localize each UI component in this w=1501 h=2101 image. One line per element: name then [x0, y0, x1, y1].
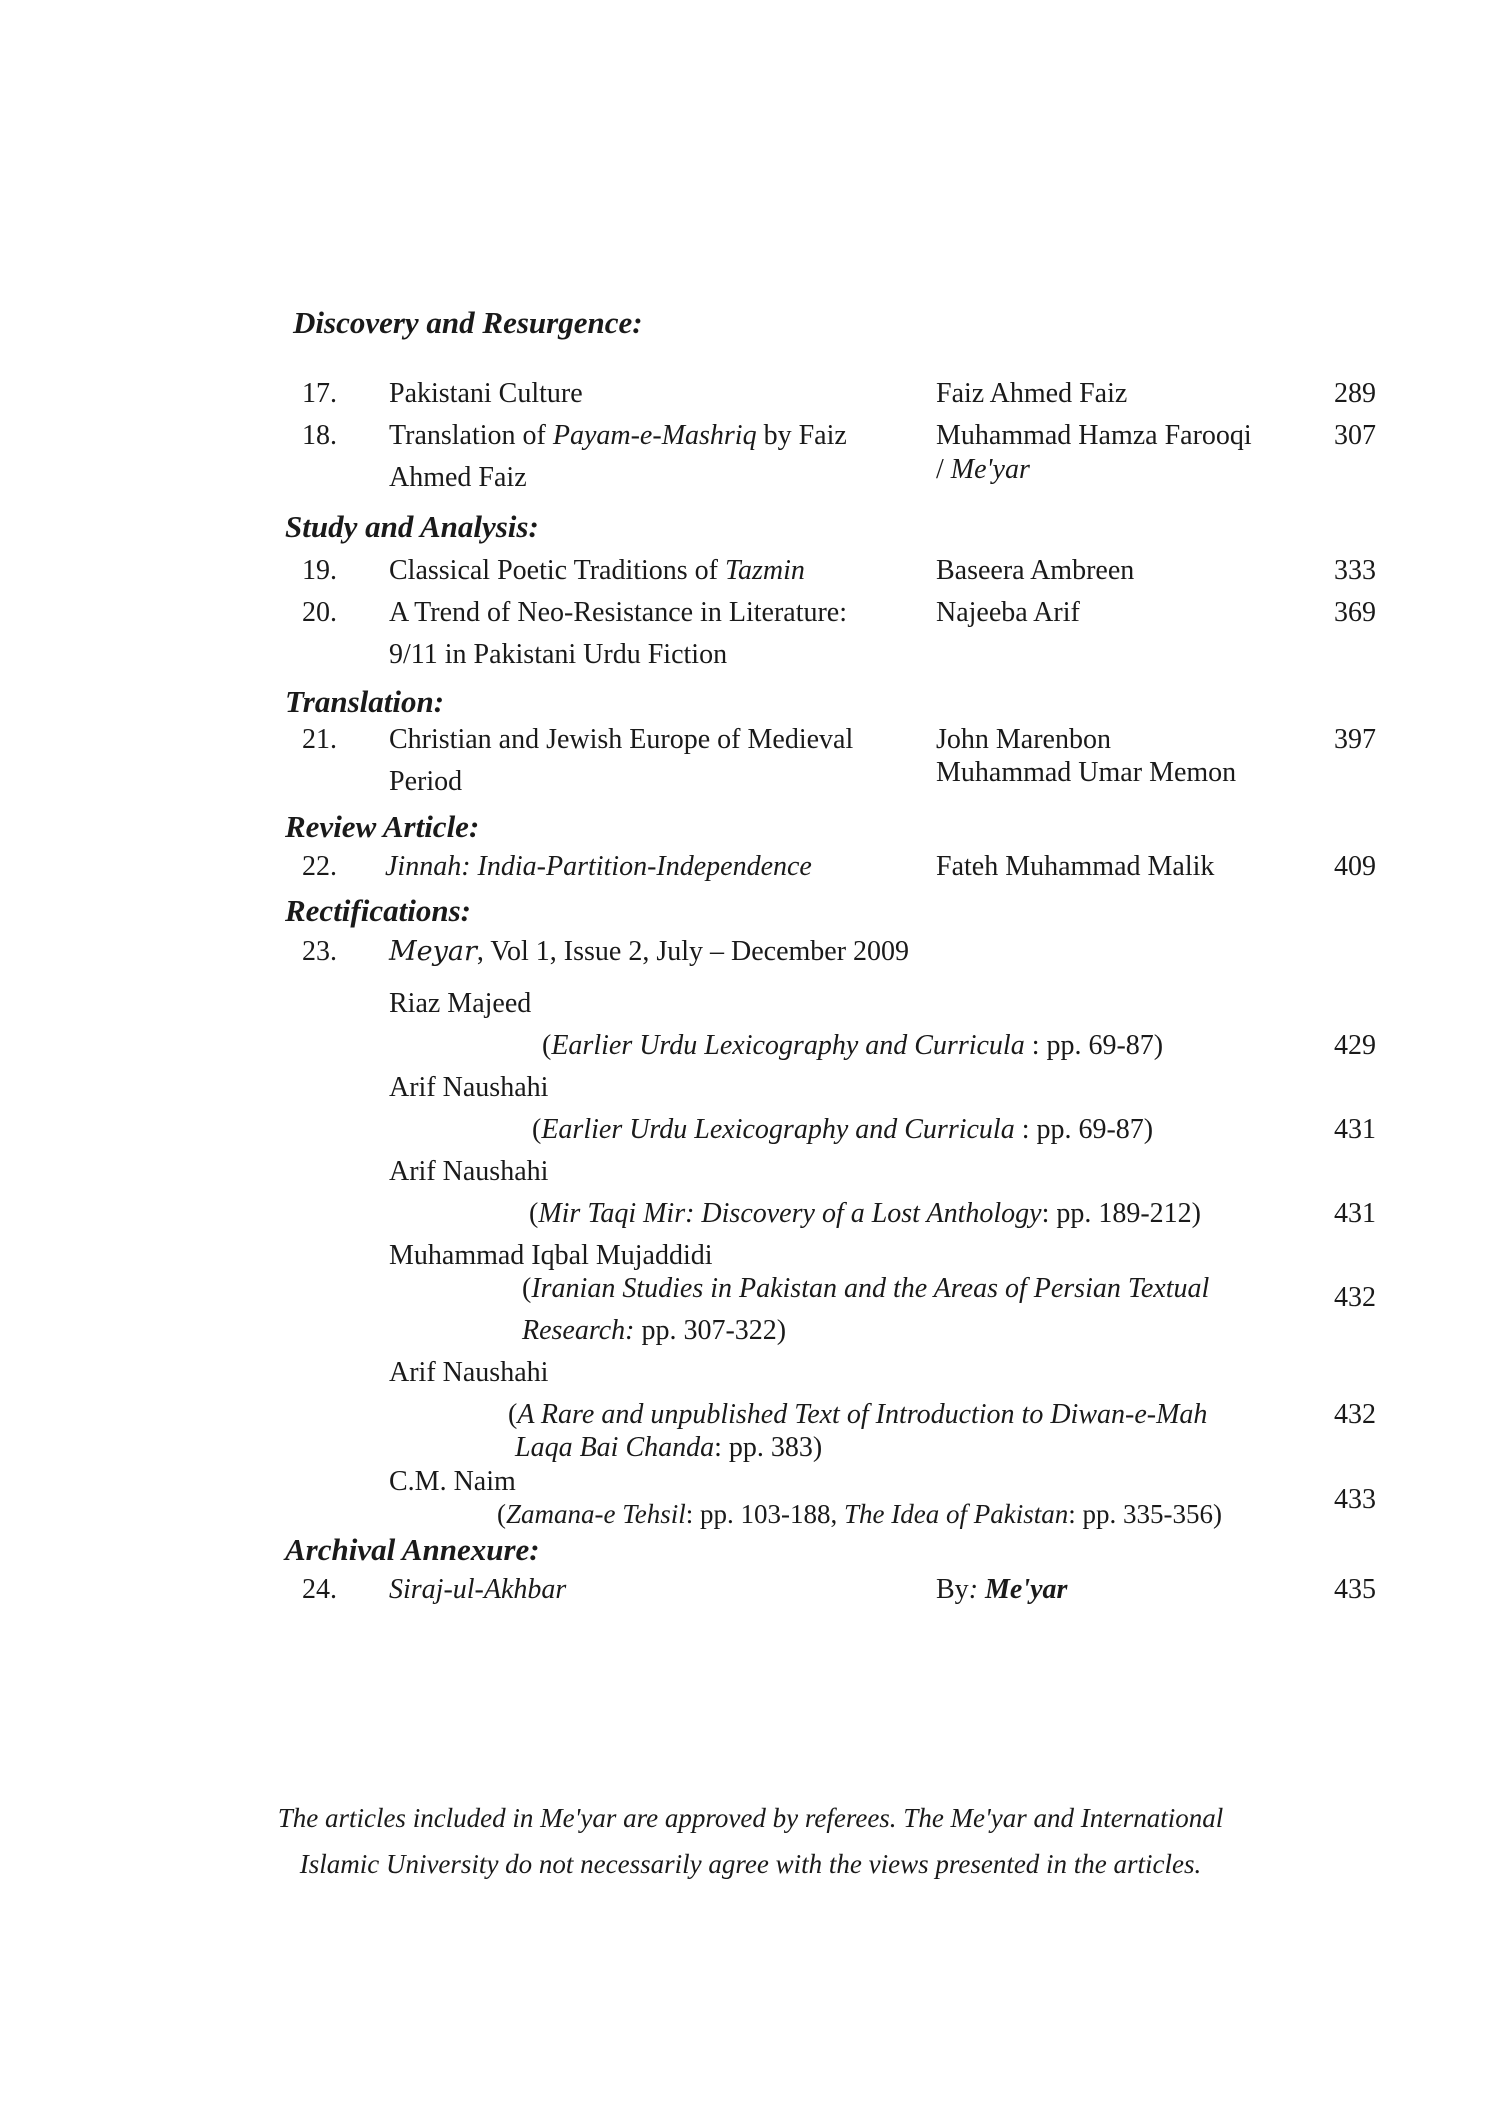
- entry-author: By: Me'yar: [936, 1574, 1068, 1605]
- entry-page: 333: [1334, 555, 1376, 586]
- rectification-reference: (Earlier Urdu Lexicography and Curricula : pp. 69-87): [542, 1030, 1164, 1061]
- rectification-page: 429: [1334, 1030, 1376, 1061]
- entry-author: Baseera Ambreen: [936, 555, 1135, 586]
- section-heading-discovery: Discovery and Resurgence:: [293, 305, 643, 340]
- section-heading-translation: Translation:: [285, 684, 445, 719]
- entry-author: Muhammad Hamza Farooqi: [936, 420, 1252, 451]
- rectification-page: 432: [1334, 1282, 1376, 1313]
- entry-title: Jinnah: India-Partition-Independence: [385, 851, 812, 882]
- entry-author: John Marenbon: [936, 724, 1111, 755]
- rectification-page: 433: [1334, 1484, 1376, 1515]
- entry-author: Najeeba Arif: [936, 597, 1080, 628]
- entry-page: 397: [1334, 724, 1376, 755]
- entry-number: 23.: [302, 936, 337, 967]
- entry-page: 289: [1334, 378, 1376, 409]
- rectification-page: 431: [1334, 1114, 1376, 1145]
- rectification-reference: (Zamana-e Tehsil: pp. 103-188, The Idea of Pakistan: pp. 335-356): [497, 1499, 1222, 1529]
- entry-number: 18.: [302, 420, 337, 451]
- section-heading-rectifications: Rectifications:: [285, 893, 471, 928]
- section-heading-archival: Archival Annexure:: [285, 1532, 540, 1567]
- entry-title: Meyar, Vol 1, Issue 2, July – December 2009: [389, 936, 910, 967]
- footnote-line: The articles included in Me'yar are approved by referees. The Me'yar and International: [277, 1803, 1224, 1833]
- entry-author-line2: / Me'yar: [936, 454, 1030, 485]
- entry-title: A Trend of Neo-Resistance in Literature:: [389, 597, 848, 628]
- rectification-name: Arif Naushahi: [389, 1156, 549, 1187]
- entry-author: Faiz Ahmed Faiz: [936, 378, 1128, 409]
- entry-author-line2: Muhammad Umar Memon: [936, 757, 1237, 788]
- rectification-page: 432: [1334, 1399, 1376, 1430]
- rectification-name: Riaz Majeed: [389, 988, 532, 1019]
- entry-page: 369: [1334, 597, 1376, 628]
- entry-title: Siraj-ul-Akhbar: [389, 1574, 567, 1605]
- rectification-reference: (A Rare and unpublished Text of Introduction to Diwan-e-Mah: [508, 1399, 1208, 1430]
- rectification-reference: (Earlier Urdu Lexicography and Curricula : pp. 69-87): [532, 1114, 1154, 1145]
- entry-number: 21.: [302, 724, 337, 755]
- entry-page: 409: [1334, 851, 1376, 882]
- rectification-name: C.M. Naim: [389, 1466, 516, 1497]
- entry-title: Classical Poetic Traditions of Tazmin: [389, 555, 805, 586]
- entry-title-line2: Period: [389, 766, 463, 797]
- entry-number: 20.: [302, 597, 337, 628]
- entry-page: 435: [1334, 1574, 1376, 1605]
- section-heading-review: Review Article:: [285, 809, 480, 844]
- entry-title-line2: Ahmed Faiz: [389, 462, 527, 493]
- rectification-name: Arif Naushahi: [389, 1072, 549, 1103]
- entry-title-line2: 9/11 in Pakistani Urdu Fiction: [389, 639, 728, 670]
- entry-title: Christian and Jewish Europe of Medieval: [389, 724, 854, 755]
- entry-title: Translation of Payam-e-Mashriq by Faiz: [389, 420, 847, 451]
- rectification-reference-line2: Research: pp. 307-322): [522, 1315, 787, 1346]
- rectification-page: 431: [1334, 1198, 1376, 1229]
- entry-number: 22.: [302, 851, 337, 882]
- rectification-reference: (Mir Taqi Mir: Discovery of a Lost Anthology: pp. 189-212): [529, 1198, 1201, 1229]
- section-heading-study: Study and Analysis:: [285, 509, 539, 544]
- entry-author: Fateh Muhammad Malik: [936, 851, 1215, 882]
- entry-page: 307: [1334, 420, 1376, 451]
- entry-number: 24.: [302, 1574, 337, 1605]
- entry-title: Pakistani Culture: [389, 378, 583, 409]
- rectification-reference: (Iranian Studies in Pakistan and the Areas of Persian Textual: [522, 1273, 1210, 1304]
- rectification-name: Muhammad Iqbal Mujaddidi: [389, 1240, 713, 1271]
- entry-number: 17.: [302, 378, 337, 409]
- footnote-line: Islamic University do not necessarily agree with the views presented in the articles.: [299, 1849, 1202, 1879]
- rectification-name: Arif Naushahi: [389, 1357, 549, 1388]
- rectification-reference-line2: Laqa Bai Chanda: pp. 383): [515, 1432, 823, 1463]
- entry-number: 19.: [302, 555, 337, 586]
